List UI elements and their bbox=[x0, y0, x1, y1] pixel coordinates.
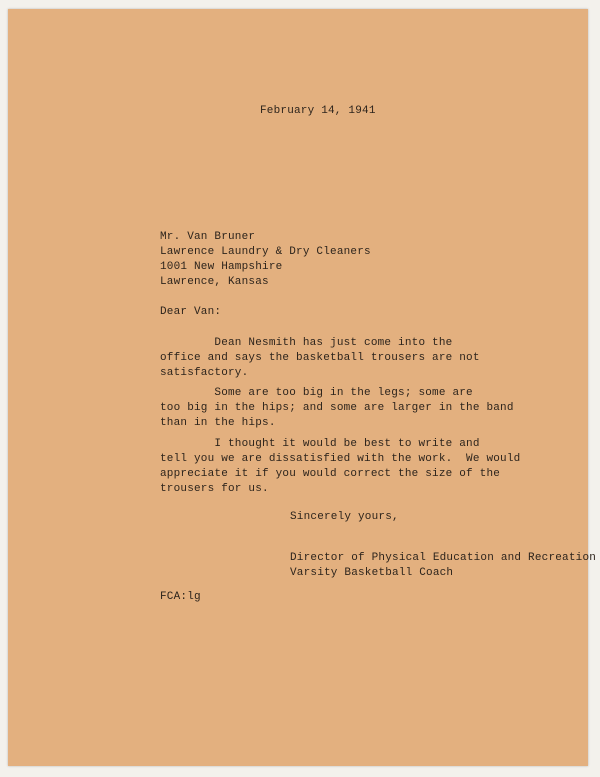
paragraph-line: trousers for us. bbox=[160, 483, 269, 495]
paragraph-line: tell you we are dissatisfied with the work. We would bbox=[160, 453, 521, 465]
signature-subtitle: Varsity Basketball Coach bbox=[290, 567, 454, 579]
closing: Sincerely yours, bbox=[290, 511, 399, 523]
paragraph-line: I thought it would be best to write and bbox=[160, 438, 480, 450]
signature-title: Director of Physical Education and Recreation bbox=[290, 552, 597, 564]
reference-initials: FCA:lg bbox=[160, 591, 201, 603]
letter-date: February 14, 1941 bbox=[260, 105, 376, 117]
recipient-street: 1001 New Hampshire bbox=[160, 261, 283, 273]
salutation: Dear Van: bbox=[160, 306, 222, 318]
paragraph-line: appreciate it if you would correct the size of the bbox=[160, 468, 501, 480]
recipient-company: Lawrence Laundry & Dry Cleaners bbox=[160, 246, 371, 258]
recipient-name: Mr. Van Bruner bbox=[160, 231, 256, 243]
paragraph-line: too big in the hips; and some are larger in the band bbox=[160, 402, 514, 414]
paragraph-line: than in the hips. bbox=[160, 417, 276, 429]
paragraph-line: Some are too big in the legs; some are bbox=[160, 387, 473, 399]
paragraph-line: office and says the basketball trousers are not bbox=[160, 352, 480, 364]
paragraph-line: Dean Nesmith has just come into the bbox=[160, 337, 453, 349]
paragraph-line: satisfactory. bbox=[160, 367, 249, 379]
recipient-city: Lawrence, Kansas bbox=[160, 276, 269, 288]
